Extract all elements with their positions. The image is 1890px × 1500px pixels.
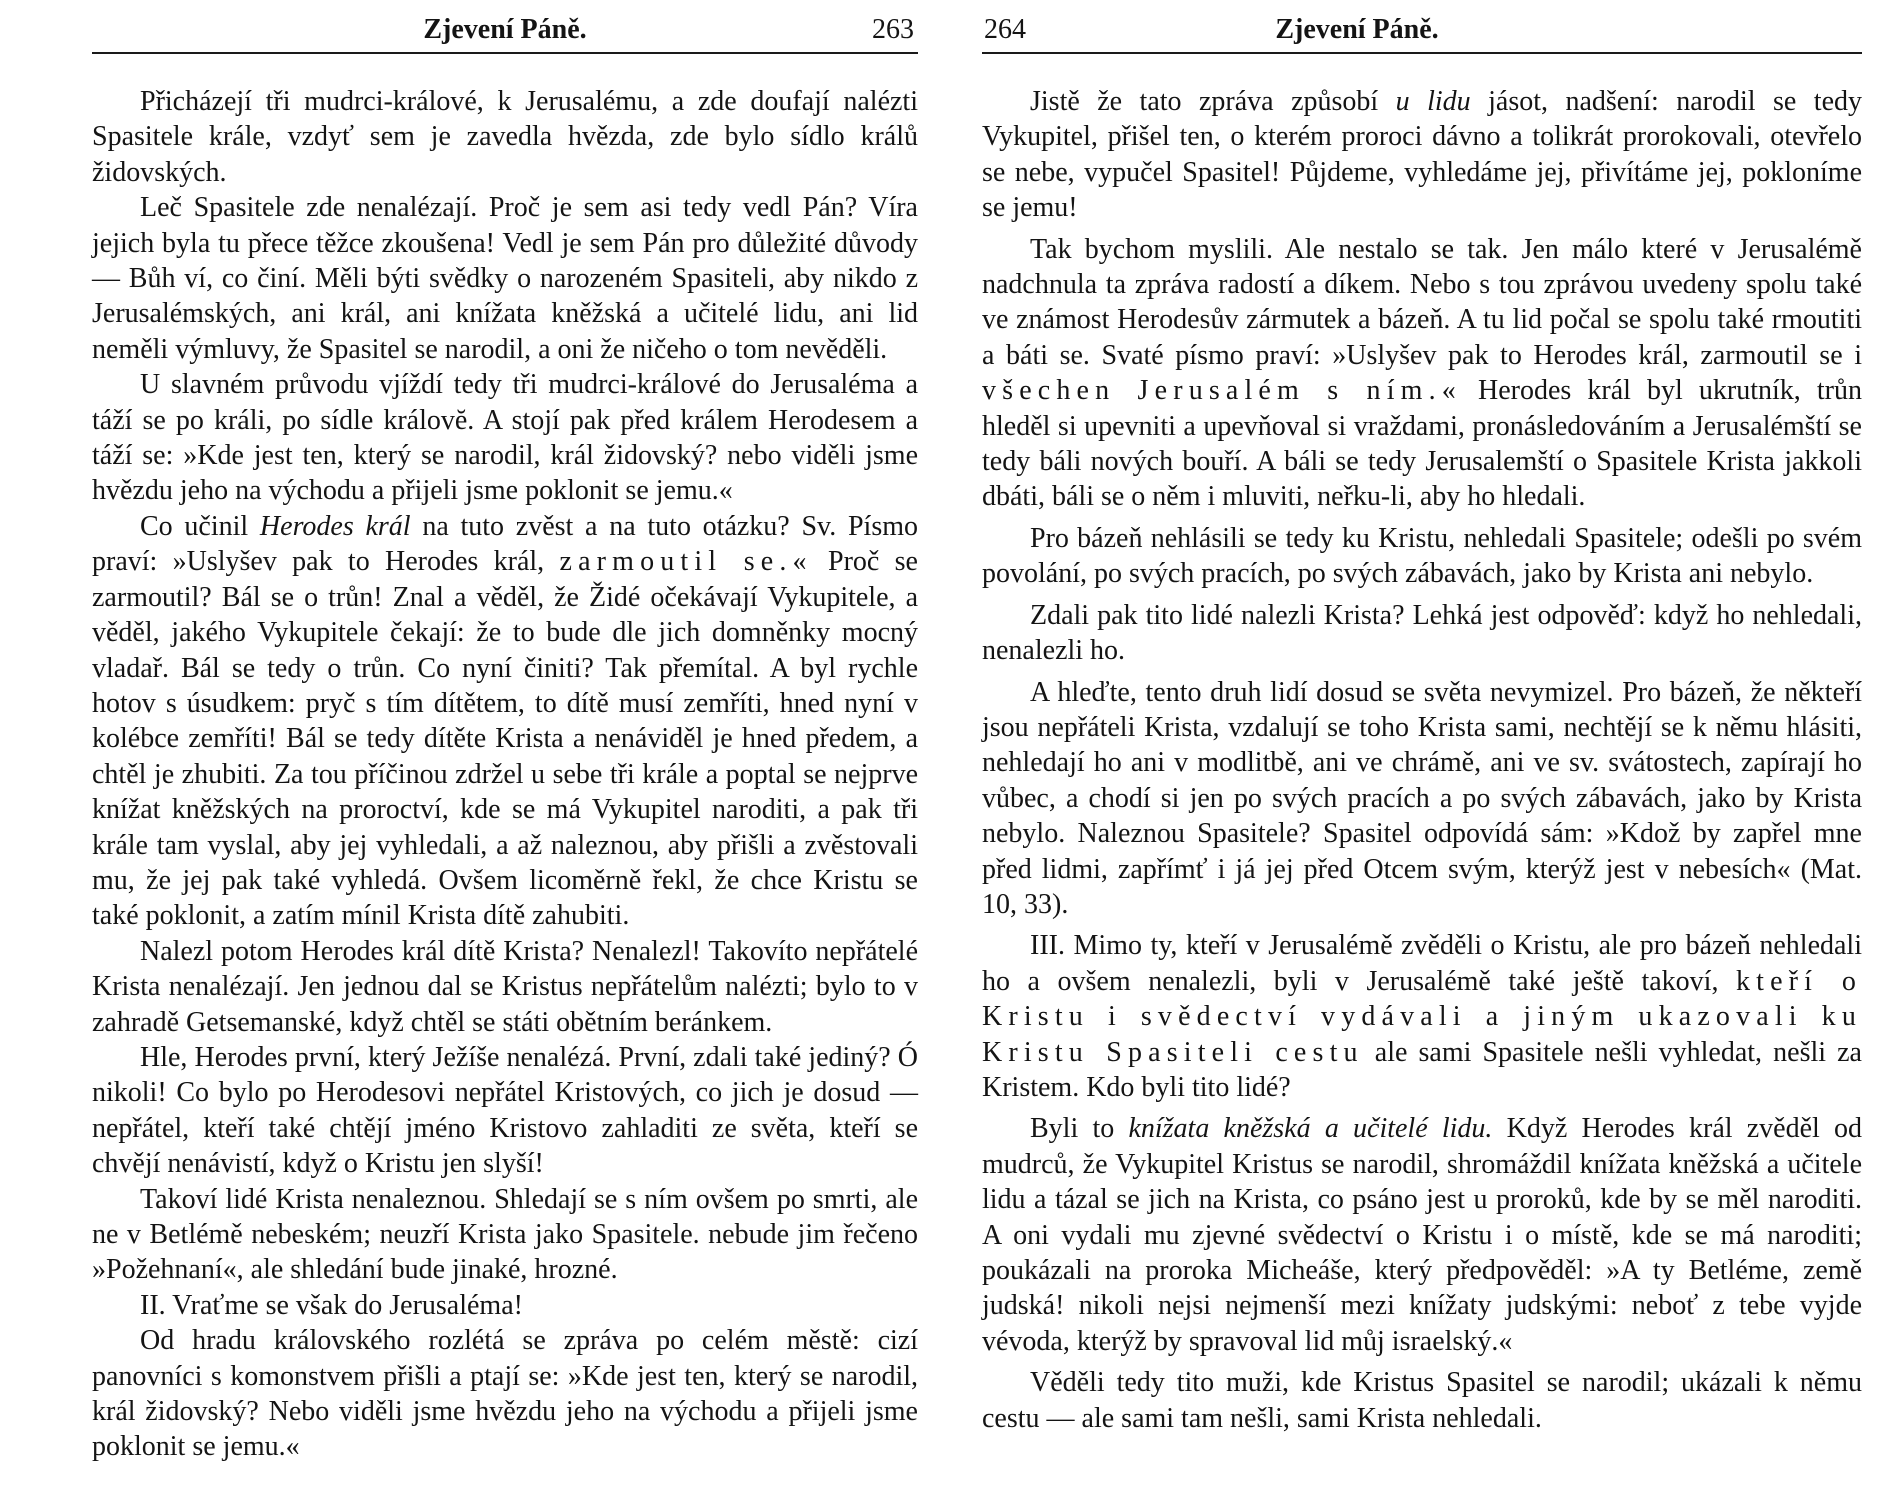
chapter-title: Zjevení Páně. xyxy=(423,14,587,45)
paragraph xyxy=(982,84,1862,226)
spaced-phrase: zarmoutil se.« xyxy=(559,546,813,578)
paragraph: Nalezl potom Herodes král dítě Krista? Nenalezl! Takovíto nepřátelé Krista nenalézají. Jen jednou dal se Kristus nepřátelům nalézti; bylo to v zahradě Getsemanské, když chtěl se státi obětním beránkem. xyxy=(92,935,918,1038)
text-run: Herodes král byl ukrutník, trůn hleděl si upevniti a upevňoval si vraždami, pronásledováním a Jerusalémští se tedy báli nových bouří. A báli se tedy Jerusalemští o Spasitele Krista jakkoli dbáti, báli se o něm i mluviti, neřku-li, aby ho hledali. xyxy=(982,375,1863,513)
italic-phrase: knížata kněžská a učitelé lidu. xyxy=(1128,1113,1493,1145)
text-run: III. Mimo ty, kteří v Jerusalémě zvěděli o Kristu, ale pro bázeň nehledali ho a ovšem nenalezli, byli v Jerusalémě také ještě takoví, xyxy=(982,930,1862,997)
paragraph xyxy=(982,1111,1862,1359)
left-page xyxy=(92,0,918,1500)
text-run: na tuto zvěst a na tuto otázku? Sv. Písmo praví: »Uslyšev pak to Herodes král, xyxy=(92,510,918,578)
paragraph: Leč Spasitele zde nenalézají. Proč je sem asi tedy vedl Pán? Víra jejich byla tu přece těžce zkoušena! Vedl je sem Pán pro důležité důvody — Bůh ví, co činí. Měli býti svědky o narozeném Spasiteli, aby nikdo z Jerusalémských, ani král, ani knížata kněžská a učitelé lidu, ani lid neměli výmluvy, že Spasitel se narodil, a oni že ničeho o tom nevěděli. xyxy=(92,192,918,365)
paragraph: Zdali pak tito lidé nalezli Krista? Lehká jest odpověď: když ho nehledali, nenalezli ho. xyxy=(982,599,1862,667)
paragraph: Pro bázeň nehlásili se tedy ku Kristu, nehledali Spasitele; odešli po svém povolání, po svých pracích, po svých zábavách, jako by Krista ani nebylo. xyxy=(982,522,1862,590)
text-run: ale sami Spasitele nešli vyhledat, nešli za Kristem. Kdo byli tito lidé? xyxy=(982,1036,1862,1103)
text-run: Proč se zarmoutil? Bál se o trůn! Znal a věděl, že Židé očekávají Vykupitele, a věděl, jakého Vykupitele čekají: že to bude dle jich domněnky mocný vladař. Bál se tedy o trůn. Co nyní činiti? Tak přemítal. A byl rychle hotov s úsudkem: pryč s tím dítětem, to dítě musí zemříti, hned nyní v kolébce zemříti! Bál se tedy dítěte Krista a nenáviděl je hned předem, a chtěl je zhubiti. Za tou příčinou zdržel u sebe tři krále a poptal se nejprve knížat kněžských na proroctví, kde se má Vykupitel naroditi, a pak tři krále tam vyslal, aby jej vyhledali, a až naleznou, aby přišli a zvěstovali mu, že jej pak také vyhledá. Ovšem licoměrně řekl, že chce Kristu se také poklonit, a zatím mínil Krista dítě zahubiti. xyxy=(92,546,918,932)
text-run: Co učinil xyxy=(140,510,260,542)
chapter-title: Zjevení Páně. xyxy=(1275,14,1439,45)
spaced-phrase: všechen Jerusalém s ním.« xyxy=(982,375,1462,407)
page-body xyxy=(92,84,918,1465)
paragraph: Hle, Herodes první, který Ježíše nenalézá. První, zdali také jediný? Ó nikoli! Co bylo po Herodesovi nepřátel Kristových, co jich je dosud — nepřátel, kteří také chtějí jméno Kristovo zahladiti ze světa, kteří se chvějí nenávistí, když o Kristu jen slyší! xyxy=(92,1041,918,1180)
paragraph xyxy=(982,928,1862,1105)
paragraph: Věděli tedy tito muži, kde Kristus Spasitel se narodil; ukázali k němu cestu — ale sami tam nešli, sami Krista nehledali. xyxy=(982,1367,1862,1434)
paragraph: U slavném průvodu vjíždí tedy tři mudrci-králové do Jerusaléma a táží se po králi, po sídle královĕ. A stojí pak před králem Herodesem a táží se: »Kde jest ten, který se narodil, král židovský? nebo viděli jsme hvězdu jeho na východu a přijeli jsme poklonit se jemu.« xyxy=(92,369,918,507)
italic-phrase: u lidu xyxy=(1395,86,1471,117)
paragraph: Přicházejí tři mudrci-králové, k Jerusalému, a zde doufají nalézti Spasitele krále, vzdyť sem je zavedla hvězda, zde bylo sídlo králů židovských. xyxy=(92,86,918,188)
paragraph xyxy=(982,232,1862,515)
text-run: Byli to xyxy=(1030,1113,1129,1145)
page-number: 263 xyxy=(872,14,914,45)
section-heading: II. Vraťme se však do Jerusaléma! xyxy=(140,1289,523,1321)
paragraph: A hleďte, tento druh lidí dosud se světa nevymizel. Pro bázeň, že někteří jsou nepřáteli Krista, vzdalují se toho Krista sami, nechtějí se k němu hlásiti, nehledají ho ani v modlitbě, ani ve chrámě, ani ve sv. svátostech, zapírají ho vůbec, a chodí si jen po svých pracích a po svých zábavách, jako by Krista nebylo. Naleznou Spasitele? Spasitel odpovídá sám: »Kdož by zapřel mne před lidmi, zapřímť i já jej před Otcem svým, kterýž jest v nebesích« (Mat. 10, 33). xyxy=(982,676,1862,920)
running-head xyxy=(982,8,1862,54)
running-head xyxy=(92,8,918,54)
paragraph: Takoví lidé Krista nenaleznou. Shledají se s ním ovšem po smrti, ale ne v Betlémě nebeském; neuzří Krista jako Spasitele. nebude jim řečeno »Požehnaní«, ale shledání bude jinaké, hrozné. xyxy=(92,1183,918,1286)
text-run: Když Herodes král zvěděl od mudrců, že Vykupitel Kristus se narodil, shromáždil knížata kněžská a učitele lidu a tázal se jich na Krista, co psáno jest u proroků, kde by se měl naroditi. A oni vydali mu zjevné svědectví o Kristu i o místě, kde se má naroditi; poukázali na proroka Micheáše, který předpověděl: »A ty Betléme, země judská! nikoli nejsi nejmenší mezi knížaty judskými: neboť z tebe vyjde vévoda, kterýž by spravoval lid můj israelský.« xyxy=(982,1113,1863,1357)
text-run: Jistě že tato zpráva způsobí xyxy=(1030,86,1396,117)
page-body xyxy=(982,84,1862,1436)
paragraph: Od hradu královského rozlétá se zpráva po celém městě: cizí panovníci s komonstvem přišli a ptají se: »Kde jest ten, který se narodil, král židovský? Nebo viděli jsme hvězdu jeho na východu a přijeli jsme poklonit se jemu.« xyxy=(92,1325,918,1463)
page-number: 264 xyxy=(984,14,1026,45)
spaced-phrase: kteří o Kristu i svědectví vydávali a jiným ukazovali ku Kristu Spasiteli cestu xyxy=(982,965,1862,1068)
right-page xyxy=(982,0,1862,1500)
italic-phrase: Herodes král xyxy=(259,510,411,542)
text-run: jásot, nadšení: narodil se tedy Vykupitel, přišel ten, o kterém proroci dávno a tolikrát prorokovali, otevřelo se nebe, vypučel Spasitel! Půjdeme, vyhledáme jej, přivítáme jej, pokloníme se jemu! xyxy=(982,86,1863,224)
paragraph xyxy=(92,509,918,934)
text-run: Tak bychom myslili. Ale nestalo se tak. Jen málo které v Jerusalémě nadchnula ta zpráva radostí a díkem. Nebo s tou zprávou uvedeny spolu také ve známost Herodesův zármutek a bázeň. A tu lid počal se spolu také rmoutiti a báti se. Svaté písmo praví: »Uslyšev pak to Herodes král, zarmoutil se i xyxy=(982,233,1862,371)
